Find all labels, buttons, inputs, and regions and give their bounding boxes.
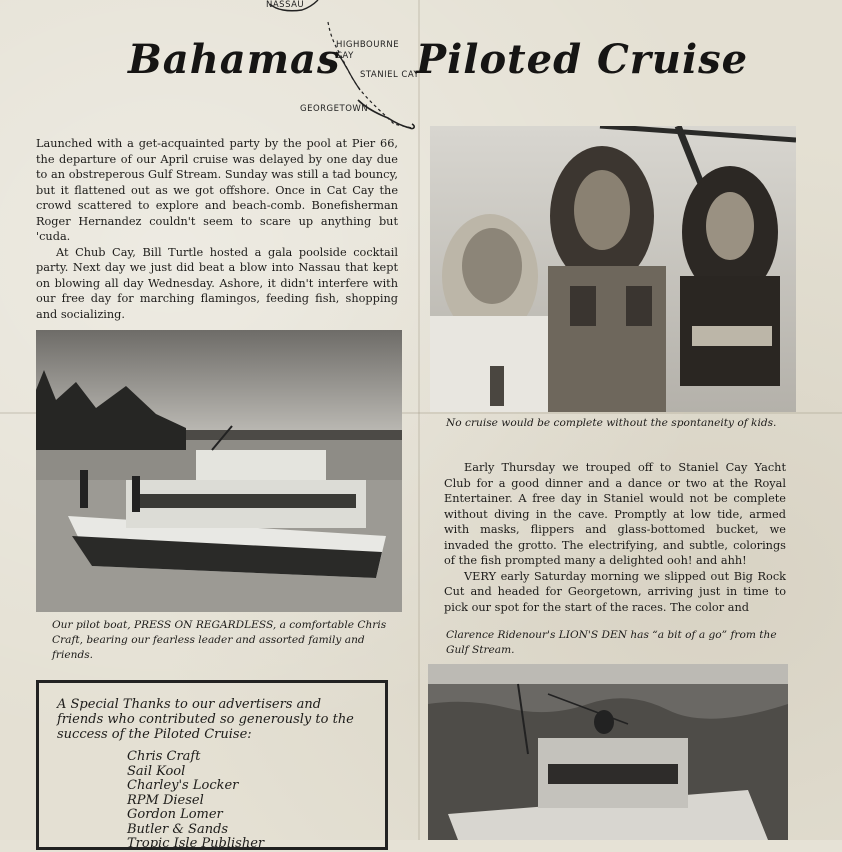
article-paragraph: VERY early Saturday morning we slipped out Big Rock Cut and headed for Georgetown, arriving just in time to pick our spot for the start of the races. The color and [444,569,786,614]
sponsor-item: Butler & Sands [127,821,229,837]
pilot-boat-caption: Our pilot boat, PRESS ON REGARDLESS, a comfortable Chris Craft, bearing our fearless leader and assorted family and friends. [52,619,387,661]
sponsor-item: RPM Diesel [127,792,204,808]
sponsor-item: Charley's Locker [127,778,239,793]
article-column-right [444,460,786,615]
lions-den-caption: Clarence Ridenour's LION'S DEN has “a bit of a go” from the Gulf Stream. [446,629,777,656]
map-label-nassau: NASSAU [266,0,305,10]
map-label-highbourne-cay: HIGHBOURNE CAY [336,40,400,61]
map-label-staniel-cay: STANIEL CAY [360,70,420,80]
article-paragraph: At Chub Cay, Bill Turtle hosted a gala poolside cocktail party. Next day we just did beat a blow into Nassau that kept on blowing all day Wednesday. Ashore, it didn't interfere with our free day for marching flamingos, feeding fish, shopping and socializing. [36,245,398,321]
special-thanks-box [36,680,388,850]
pilot-boat-photo [36,330,402,612]
article-paragraph: Early Thursday we trouped off to Staniel Cay Yacht Club for a good dinner and a dance or two at the Royal Entertainer. A free day in Staniel would not be complete without diving in the cave. Promptly at low tide, armed with masks, flippers and glass-bottomed bucket, we invaded the grotto. The electrifying, and subtle, colorings of the fish prompted many a delighted ooh! and ahh! [444,461,786,567]
sponsor-item: Gordon Lomer [127,807,223,822]
kids-photo-caption: No cruise would be complete without the spontaneity of kids. [446,417,777,429]
page-title-right: Piloted Cruise [416,36,749,83]
sponsor-list [57,750,367,852]
article-column-left [36,136,398,322]
lions-den-photo [428,664,788,840]
map-label-georgetown: GEORGETOWN [300,104,369,114]
kids-photo [430,126,796,412]
special-thanks-intro: A Special Thanks to our advertisers and friends who contributed so generously to the success of the Piloted Cruise: [57,697,354,742]
page-title-left: Bahamas [128,36,341,83]
article-paragraph: Launched with a get-acquainted party by the pool at Pier 66, the departure of our April cruise was delayed by one day due to an obstreperous Gulf Stream. Sunday was still a tad bouncy, but it flattened out as we got offshore. Once in Cat Cay the crowd scattered to explore and beach-comb. Bonefisherman Roger Hernandez couldn't seem to scare up anything but 'cuda. [36,137,398,243]
sponsor-item: Tropic Isle Publisher [127,836,265,851]
sponsor-item: Sail Kool [127,763,186,779]
sponsor-item: Chris Craft [127,749,201,764]
